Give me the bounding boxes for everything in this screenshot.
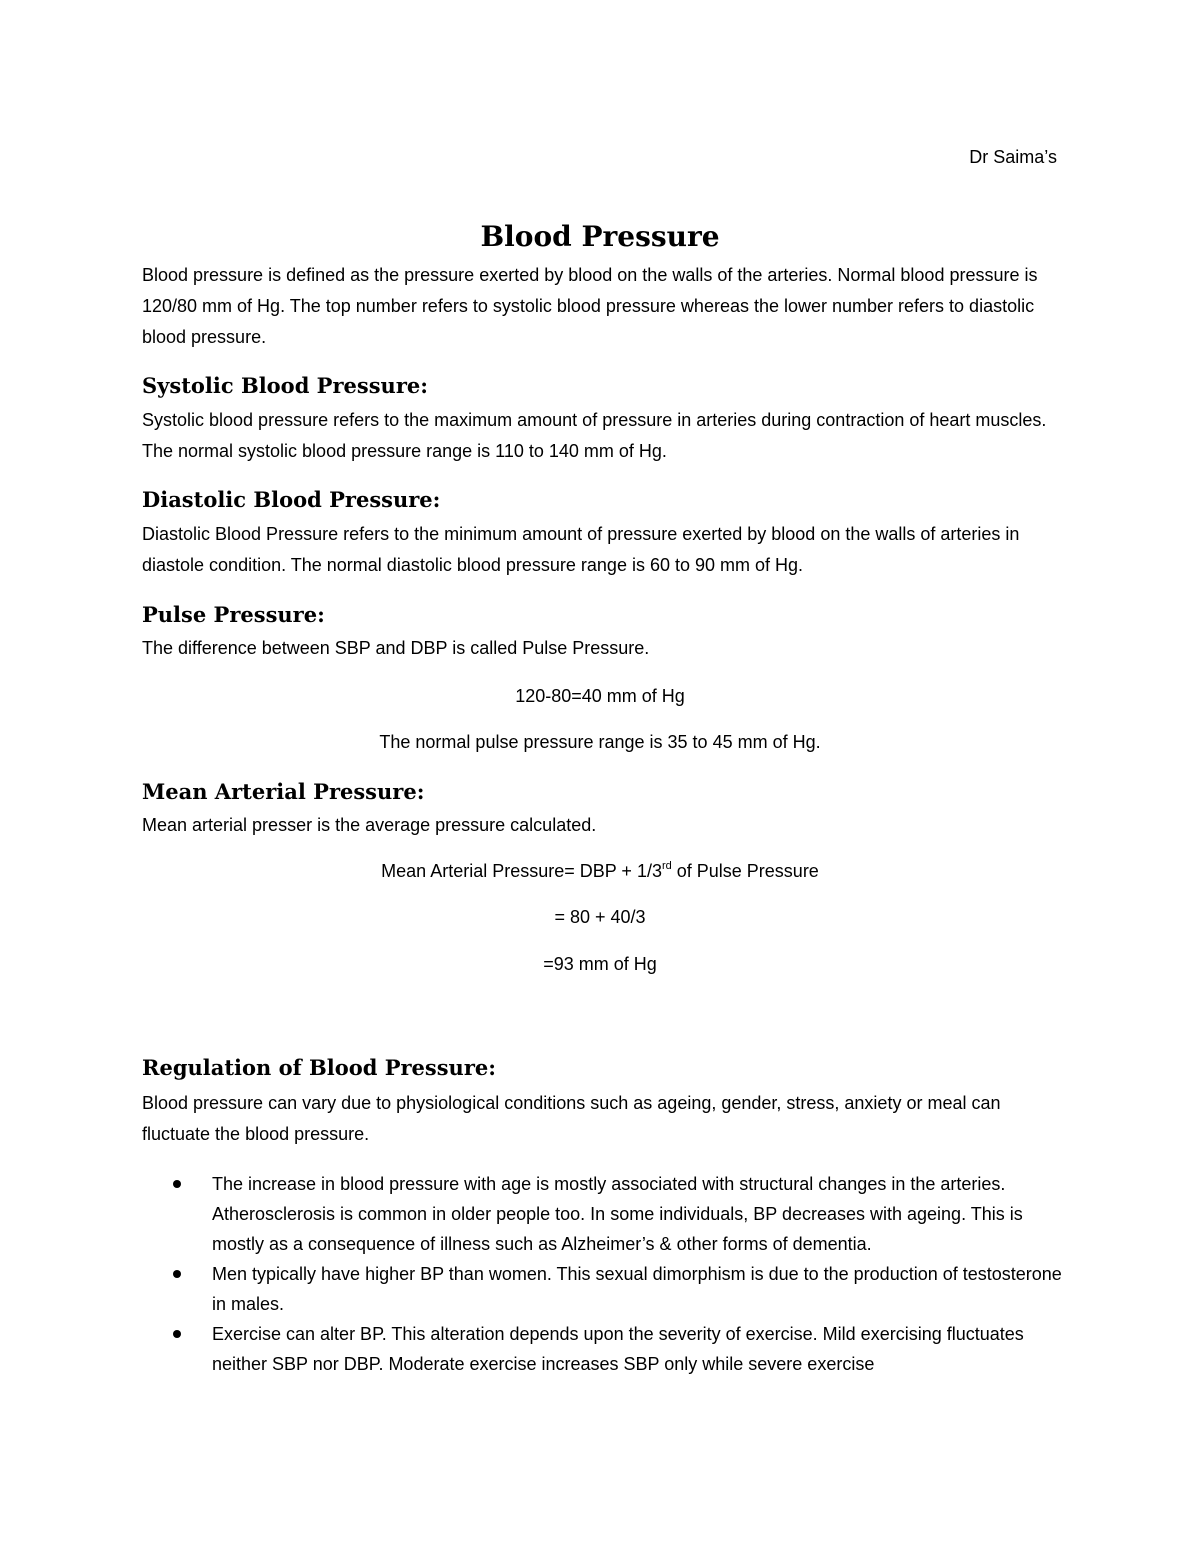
mean-formula-prefix: Mean Arterial Pressure= DBP + 1/3 (381, 861, 662, 881)
mean-heading: Mean Arterial Pressure: (142, 779, 425, 804)
bullet-icon (173, 1330, 181, 1338)
systolic-heading: Systolic Blood Pressure: (142, 373, 428, 398)
mean-paragraph: Mean arterial presser is the average pressure calculated. (142, 815, 597, 835)
mean-step-1: = 80 + 40/3 (554, 907, 646, 927)
mean-formula-suffix: of Pulse Pressure (671, 861, 819, 881)
bullet-icon (173, 1270, 181, 1278)
pulse-equation: 120-80=40 mm of Hg (515, 686, 685, 706)
list-item (142, 1319, 1062, 1379)
mean-formula-sup: rd (661, 860, 672, 872)
mean-step-2: =93 mm of Hg (543, 954, 657, 974)
regulation-heading: Regulation of Blood Pressure: (142, 1055, 497, 1080)
list-item-text: Exercise can alter BP. This alteration depends upon the severity of exercise. Mild exercising fluctuates neither SBP nor DBP. Moderate exercise increases SBP only while severe exercise (212, 1324, 1024, 1374)
list-item-text: Men typically have higher BP than women. This sexual dimorphism is due to the production of testosterone in males. (212, 1264, 1062, 1314)
regulation-paragraph: Blood pressure can vary due to physiological conditions such as ageing, gender, stress, anxiety or meal can fluctuate the blood pressure. (142, 1093, 1001, 1144)
diastolic-heading: Diastolic Blood Pressure: (142, 487, 441, 512)
diastolic-paragraph: Diastolic Blood Pressure refers to the minimum amount of pressure exerted by blood on the walls of arteries in diastole condition. The normal diastolic blood pressure range is 60 to 90 mm of Hg. (142, 524, 1020, 575)
author-header: Dr Saima’s (969, 147, 1057, 167)
list-item-text: The increase in blood pressure with age is mostly associated with structural changes in the arteries. Atherosclerosis is common in older people too. In some individuals, BP decreases with ageing. This is mostly as a consequence of illness such as Alzheimer’s & other forms of dementia. (212, 1174, 1023, 1254)
intro-paragraph: Blood pressure is defined as the pressure exerted by blood on the walls of the arteries. Normal blood pressure is 120/80 mm of Hg. The top number refers to systolic blood pressure whereas the lower number refers to diastolic blood pressure. (142, 265, 1038, 347)
list-item (142, 1169, 1062, 1259)
pulse-range: The normal pulse pressure range is 35 to 45 mm of Hg. (379, 732, 821, 752)
bullet-icon (173, 1180, 181, 1188)
mean-formula (0, 859, 1200, 883)
regulation-bullet-list (142, 1169, 1062, 1379)
pulse-paragraph: The difference between SBP and DBP is called Pulse Pressure. (142, 638, 650, 658)
pulse-heading: Pulse Pressure: (142, 602, 325, 627)
list-item (142, 1259, 1062, 1319)
systolic-paragraph: Systolic blood pressure refers to the maximum amount of pressure in arteries during contraction of heart muscles. The normal systolic blood pressure range is 110 to 140 mm of Hg. (142, 410, 1047, 461)
page-title: Blood Pressure (480, 220, 720, 253)
